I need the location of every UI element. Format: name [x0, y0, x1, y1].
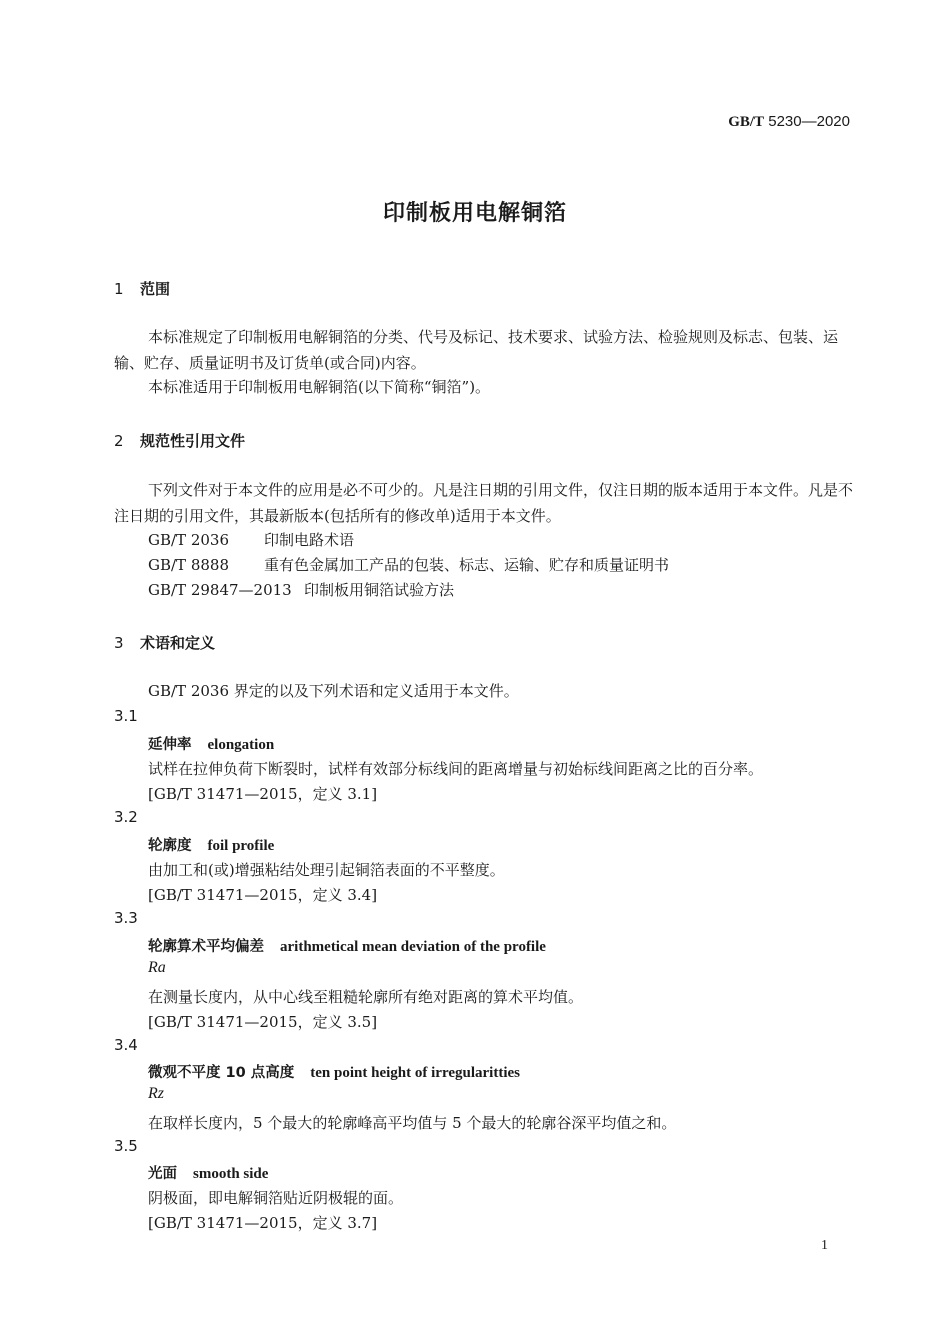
section-heading-references [114, 430, 245, 451]
term-chinese: 轮廓度 [148, 838, 192, 854]
section-number: 1 [114, 280, 124, 298]
term-source: [GB/T 31471—2015，定义 3.5] [148, 1013, 378, 1031]
term-english: smooth side [193, 1166, 269, 1182]
scope-paragraph-2: 本标准适用于印制板用电解铜箔(以下简称“铜箔”)。 [148, 378, 491, 396]
term-chinese: 延伸率 [148, 737, 192, 753]
scope-paragraph-1: 本标准规定了印制板用电解铜箔的分类、代号及标记、技术要求、试验方法、检验规则及标志、包装、运输、贮存、质量证明书及订货单(或合同)内容。 [114, 328, 839, 372]
section-title: 范围 [140, 280, 171, 298]
term-definition: 在测量长度内，从中心线至粗糙轮廓所有绝对距离的算术平均值。 [148, 988, 584, 1006]
standard-prefix: GB/T [728, 114, 765, 130]
term-definition: 在取样长度内，5 个最大的轮廓峰高平均值与 5 个最大的轮廓谷深平均值之和。 [148, 1114, 677, 1132]
term-chinese: 光面 [148, 1166, 177, 1182]
term-name [148, 1061, 520, 1082]
page-title: 印制板用电解铜箔 [382, 201, 567, 226]
term-number: 3.4 [114, 1036, 138, 1054]
standard-code [728, 113, 850, 131]
reference-title: 印制电路术语 [264, 531, 355, 549]
term-chinese: 轮廓算术平均偏差 [148, 939, 264, 955]
term-name [148, 935, 546, 956]
term-number: 3.3 [114, 909, 138, 927]
section-number: 3 [114, 634, 124, 652]
references-intro: 下列文件对于本文件的应用是必不可少的。凡是注日期的引用文件，仅注日期的版本适用于本文件。凡是不注日期的引用文件，其最新版本(包括所有的修改单)适用于本文件。 [114, 481, 854, 525]
reference-code: GB/T 29847—2013 [148, 581, 292, 599]
term-english: foil profile [207, 838, 275, 854]
term-definition: 阴极面，即电解铜箔贴近阴极辊的面。 [148, 1189, 404, 1207]
reference-title: 印制板用铜箔试验方法 [304, 581, 455, 599]
term-english: ten point height of irregularitties [310, 1065, 520, 1081]
section-heading-terms [114, 632, 215, 653]
term-name [148, 834, 274, 855]
term-symbol: Ra [148, 959, 166, 976]
term-english: arithmetical mean deviation of the profile [280, 939, 546, 955]
reference-item [148, 528, 354, 553]
term-definition: 由加工和(或)增强粘结处理引起铜箔表面的不平整度。 [148, 861, 505, 879]
reference-item [148, 578, 454, 603]
term-number: 3.2 [114, 808, 138, 826]
standard-number: 5230—2020 [768, 113, 850, 130]
page-number: 1 [821, 1238, 828, 1253]
reference-code: GB/T 2036 [148, 531, 230, 549]
term-definition: 试样在拉伸负荷下断裂时，试样有效部分标线间的距离增量与初始标线间距离之比的百分率。 [148, 760, 764, 778]
section-title: 规范性引用文件 [140, 432, 246, 450]
reference-code: GB/T 8888 [148, 556, 230, 574]
reference-title: 重有色金属加工产品的包装、标志、运输、贮存和质量证明书 [264, 556, 670, 574]
section-title: 术语和定义 [140, 634, 216, 652]
terms-intro: GB/T 2036 界定的以及下列术语和定义适用于本文件。 [148, 682, 519, 700]
term-name [148, 733, 274, 754]
term-symbol: Rz [148, 1085, 164, 1102]
reference-item [148, 553, 669, 578]
term-english: elongation [207, 737, 275, 753]
term-number: 3.5 [114, 1137, 138, 1155]
term-source: [GB/T 31471—2015，定义 3.4] [148, 886, 378, 904]
term-name [148, 1162, 268, 1183]
section-heading-scope [114, 278, 170, 299]
term-number: 3.1 [114, 707, 138, 725]
term-source: [GB/T 31471—2015，定义 3.7] [148, 1214, 378, 1232]
term-chinese: 微观不平度 10 点高度 [148, 1065, 295, 1081]
section-number: 2 [114, 432, 124, 450]
term-source: [GB/T 31471—2015，定义 3.1] [148, 785, 378, 803]
